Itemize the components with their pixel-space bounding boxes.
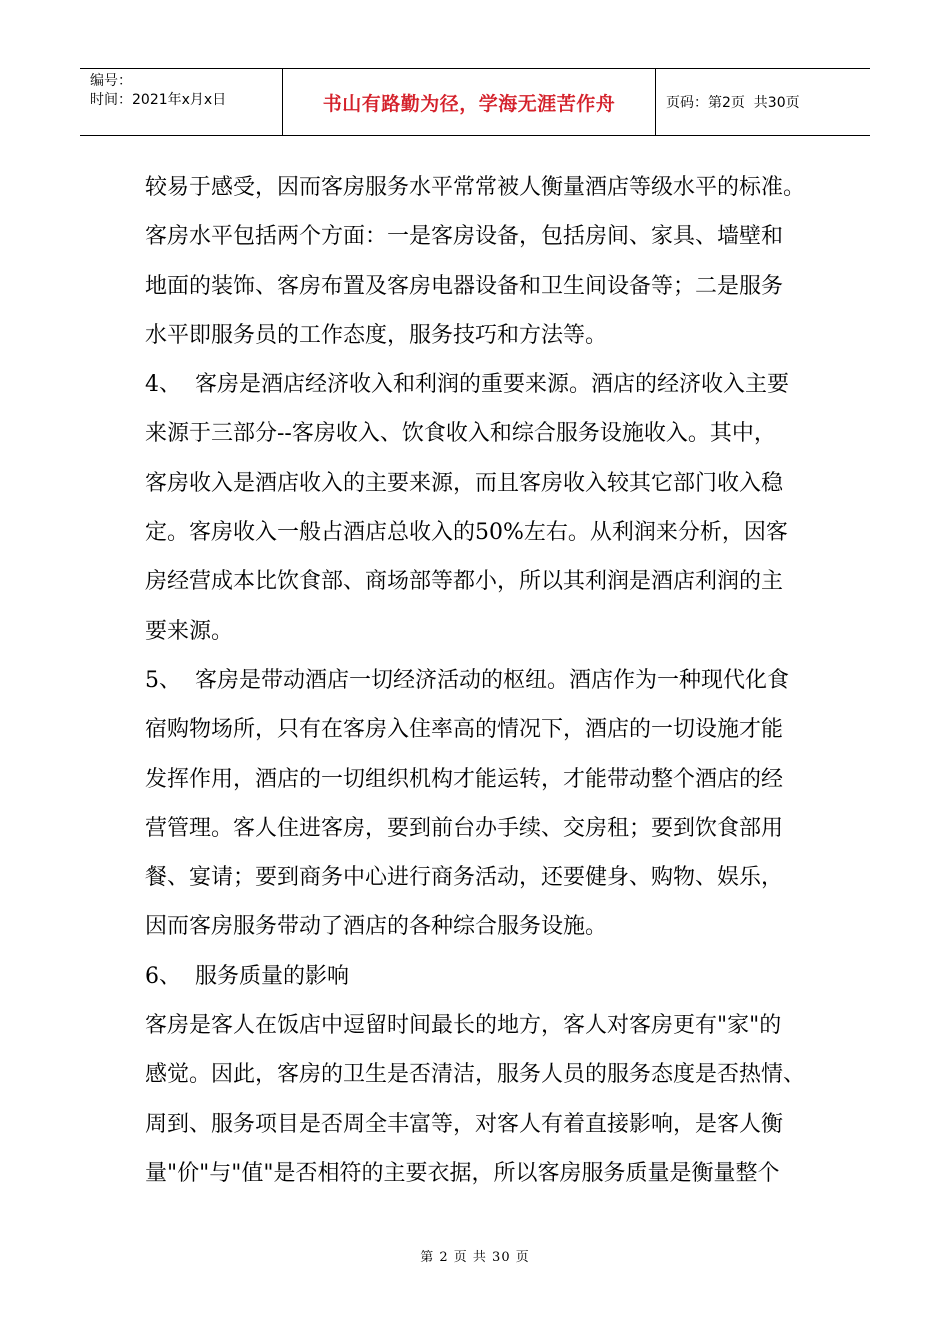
document-header <box>80 68 870 136</box>
body-text-line: 餐、宴请；要到商务中心进行商务活动，还要健身、购物、娱乐， <box>145 865 784 891</box>
body-text-line: 5、 客房是带动酒店一切经济活动的枢纽。酒店作为一种现代化食 <box>145 667 789 693</box>
body-text-line: 较易于感受，因而客房服务水平常常被人衡量酒店等级水平的标准。 <box>145 175 806 200</box>
body-text-line: 水平即服务员的工作态度，服务技巧和方法等。 <box>145 322 608 348</box>
header-meta <box>80 69 283 135</box>
body-text-line: 量"价"与"值"是否相符的主要衣据，所以客房服务质量是衡量整个 <box>145 1160 780 1186</box>
body-text-line: 要来源。 <box>145 618 234 644</box>
body-text-line: 客房是客人在饭店中逗留时间最长的地方，客人对客房更有"家"的 <box>145 1013 782 1039</box>
body-text-line: 感觉。因此，客房的卫生是否清洁，服务人员的服务态度是否热情、 <box>145 1062 806 1088</box>
header-page-info: 页码：第2页 共30页 <box>666 95 800 111</box>
page-footer: 第 2 页 共 30 页 <box>420 1250 530 1265</box>
header-motto-cell <box>283 69 656 135</box>
body-text-line: 定。客房收入一般占酒店总收入的50%左右。从利润来分析，因客 <box>145 520 788 546</box>
document-number-label: 编号： <box>90 73 132 89</box>
header-motto: 书山有路勤为径，学海无涯苦作舟 <box>322 92 616 115</box>
body-text-line: 房经营成本比饮食部、商场部等都小，所以其利润是酒店利润的主 <box>145 569 784 595</box>
body-text-line: 营管理。客人住进客房，要到前台办手续、交房租；要到饮食部用 <box>145 815 784 841</box>
body-text-line: 6、 服务质量的影响 <box>145 963 349 989</box>
body-text-line: 发挥作用，酒店的一切组织机构才能运转，才能带动整个酒店的经 <box>145 766 784 792</box>
body-text-line: 周到、服务项目是否周全丰富等，对客人有着直接影响，是客人衡 <box>145 1111 784 1137</box>
body-text-line: 来源于三部分--客房收入、饮食收入和综合服务设施收入。其中， <box>145 421 776 447</box>
body-text-line: 客房水平包括两个方面：一是客房设备，包括房间、家具、墙壁和 <box>145 224 784 250</box>
body-text-line: 地面的装饰、客房布置及客房电器设备和卫生间设备等；二是服务 <box>145 273 784 299</box>
document-date-label: 时间：2021年x月x日 <box>90 92 227 108</box>
body-text-line: 客房收入是酒店收入的主要来源，而且客房收入较其它部门收入稳 <box>145 470 784 496</box>
body-text-line: 因而客房服务带动了酒店的各种综合服务设施。 <box>145 914 608 940</box>
document-body <box>145 163 825 1198</box>
body-text-line: 4、 客房是酒店经济收入和利润的重要来源。酒店的经济收入主要 <box>145 372 789 398</box>
body-text-line: 宿购物场所，只有在客房入住率高的情况下，酒店的一切设施才能 <box>145 717 784 743</box>
